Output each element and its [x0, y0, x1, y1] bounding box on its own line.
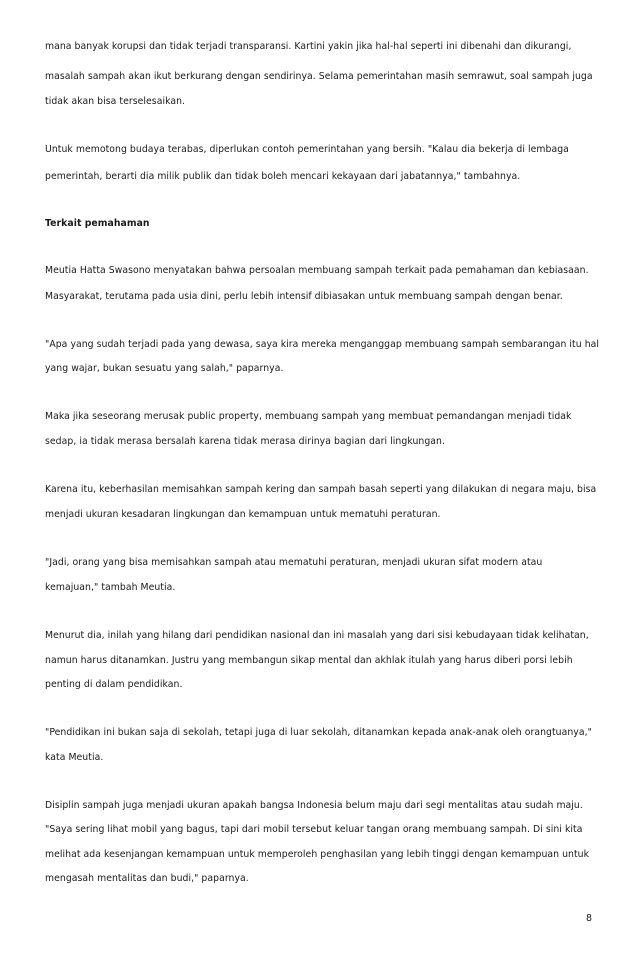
body-text-line: mengasah mentalitas dan budi," paparnya.: [45, 873, 249, 884]
body-text-line: "Jadi, orang yang bisa memisahkan sampah atau mematuhi peraturan, menjadi ukuran sifat modern atau: [45, 557, 543, 568]
body-text-line: pemerintah, berarti dia milik publik dan tidak boleh mencari kekayaan dari jabatannya," tambahnya.: [45, 171, 521, 182]
body-text-line: "Apa yang sudah terjadi pada yang dewasa, saya kira mereka menganggap membuang sampah sembarangan itu hal: [45, 339, 600, 350]
section-heading: Terkait pemahaman: [45, 218, 150, 229]
body-text-line: mana banyak korupsi dan tidak terjadi transparansi. Kartini yakin jika hal-hal seperti ini dibenahi dan dikurangi,: [45, 41, 572, 52]
body-text-line: "Saya sering lihat mobil yang bagus, tapi dari mobil tersebut keluar tangan orang membuang sampah. Di sini kita: [45, 824, 583, 835]
body-text-line: Menurut dia, inilah yang hilang dari pendidikan nasional dan ini masalah yang dari sisi kebudayaan tidak kelihatan,: [45, 630, 589, 641]
body-text-line: kata Meutia.: [45, 752, 104, 763]
body-text-line: melihat ada kesenjangan kemampuan untuk memperoleh penghasilan yang lebih tinggi dengan kemampuan untuk: [45, 849, 590, 860]
body-text-line: yang wajar, bukan sesuatu yang salah," paparnya.: [45, 363, 284, 374]
body-text-line: "Pendidikan ini bukan saja di sekolah, tetapi juga di luar sekolah, ditanamkan kepada anak-anak oleh orangtuanya,": [45, 727, 592, 738]
body-text-line: penting di dalam pendidikan.: [45, 679, 183, 690]
body-text-line: menjadi ukuran kesadaran lingkungan dan kemampuan untuk mematuhi peraturan.: [45, 509, 441, 520]
body-text-line: tidak akan bisa terselesaikan.: [45, 96, 186, 107]
body-text-line: Maka jika seseorang merusak public property, membuang sampah yang membuat pemandangan menjadi tidak: [45, 411, 572, 422]
page-number: 8: [586, 913, 593, 924]
body-text-line: Karena itu, keberhasilan memisahkan sampah kering dan sampah basah seperti yang dilakukan di negara maju, bisa: [45, 484, 597, 495]
body-text-line: Untuk memotong budaya terabas, diperlukan contoh pemerintahan yang bersih. "Kalau dia bekerja di lembaga: [45, 144, 569, 155]
body-text-line: masalah sampah akan ikut berkurang dengan sendirinya. Selama pemerintahan masih semrawut, soal sampah juga: [45, 71, 593, 82]
body-text-line: Disiplin sampah juga menjadi ukuran apakah bangsa Indonesia belum maju dari segi mentalitas atau sudah maju.: [45, 800, 583, 811]
body-text-line: Meutia Hatta Swasono menyatakan bahwa persoalan membuang sampah terkait pada pemahaman dan kebiasaan.: [45, 265, 589, 276]
body-text-line: kemajuan," tambah Meutia.: [45, 582, 176, 593]
body-text-line: sedap, ia tidak merasa bersalah karena tidak merasa dirinya bagian dari lingkungan.: [45, 436, 445, 447]
body-text-line: namun harus ditanamkan. Justru yang membangun sikap mental dan akhlak itulah yang harus diberi porsi lebih: [45, 655, 573, 666]
body-text-line: Masyarakat, terutama pada usia dini, perlu lebih intensif dibiasakan untuk membuang sampah dengan benar.: [45, 291, 563, 302]
